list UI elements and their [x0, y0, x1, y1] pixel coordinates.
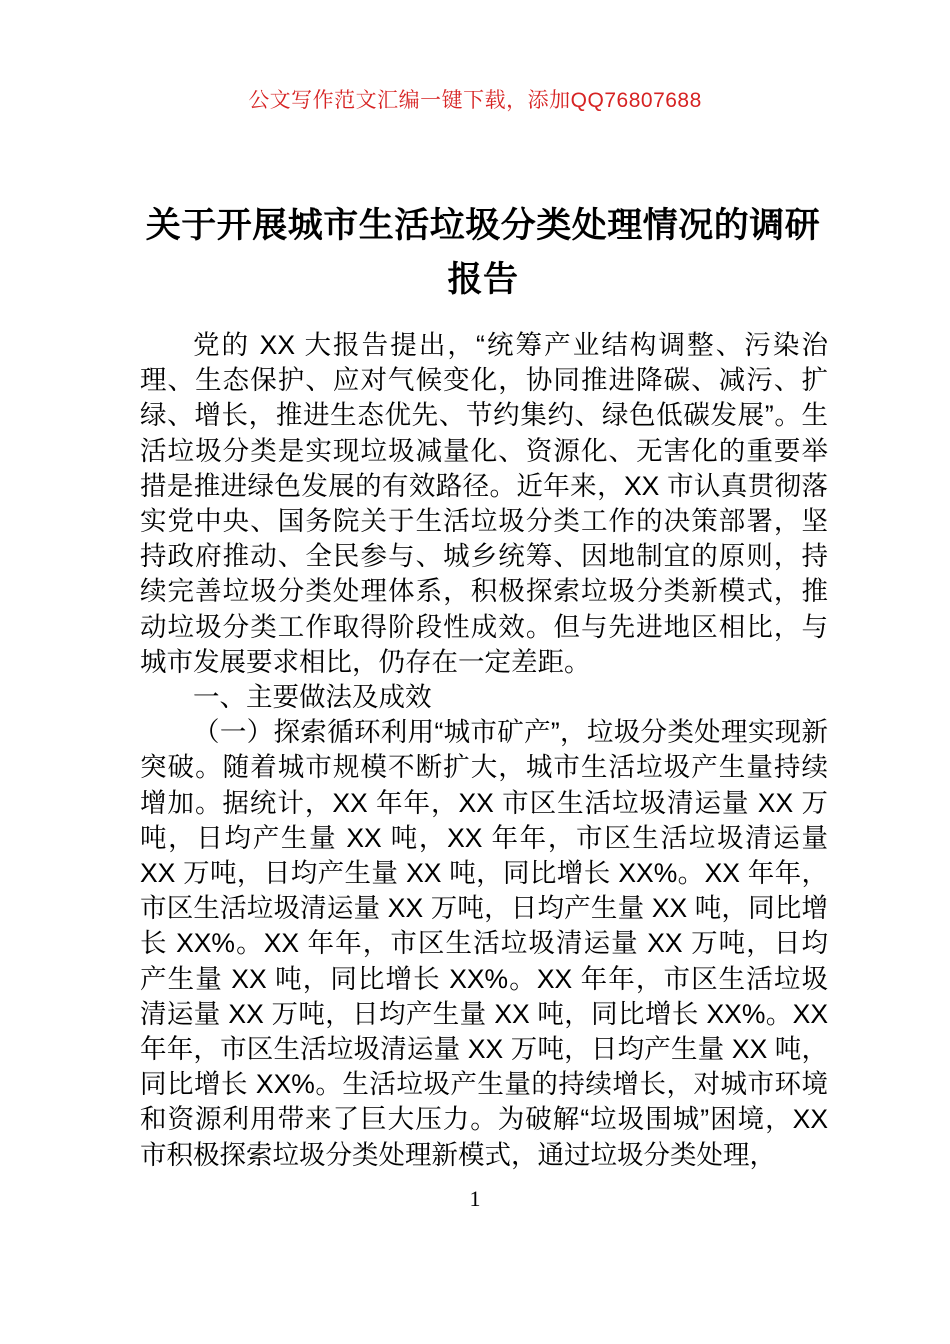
page-number: 1	[469, 1186, 481, 1211]
subsection-urban-mining: （一）探索循环利用“城市矿产”，垃圾分类处理实现新突破。随着城市规模不断扩大，城市生活垃圾产生量持续增加。据统计，XX 年年，XX 市区生活垃圾清运量 XX 万吨，日均产生量 XX 吨，XX 年年，市区生活垃圾清运量 XX 万吨，日均产生量 XX 吨，同比增长 XX%。XX 年年，市区生活垃圾清运量 XX 万吨，日均产生量 XX 吨，同比增长 XX%。XX 年年，市区生活垃圾清运量 XX 万吨，日均产生量 XX 吨，同比增长 XX%。XX 年年，市区生活垃圾清运量 XX 万吨，日均产生量 XX 吨，同比增长 XX%。XX 年年，市区生活垃圾清运量 XX 万吨，日均产生量 XX 吨，同比增长 XX%。生活垃圾产生量的持续增长，对城市环境和资源利用带来了巨大压力。为破解“垃圾围城”困境，XX 市积极探索垃圾分类处理新模式，通过垃圾分类处理，	[140, 717, 828, 1170]
watermark-text: 公文写作范文汇编一键下载，添加QQ76807688	[248, 89, 702, 112]
document-body	[140, 328, 828, 1173]
page-title: 关于开展城市生活垃圾分类处理情况的调研报告	[145, 206, 821, 300]
paragraph-intro: 党的 XX 大报告提出，“统筹产业结构调整、污染治理、生态保护、应对气候变化，协同推进降碳、减污、扩绿、增长，推进生态优先、节约集约、绿色低碳发展”。生活垃圾分类是实现垃圾减量化、资源化、无害化的重要举措是推进绿色发展的有效路径。近年来，XX 市认真贯彻落实党中央、国务院关于生活垃圾分类工作的决策部署，坚持政府推动、全民参与、城乡统筹、因地制宜的原则，持续完善垃圾分类处理体系，积极探索垃圾分类新模式，推动垃圾分类工作取得阶段性成效。但与先进地区相比，与城市发展要求相比，仍存在一定差距。	[140, 330, 828, 677]
section-heading-main-practices: 一、主要做法及成效	[193, 682, 432, 713]
